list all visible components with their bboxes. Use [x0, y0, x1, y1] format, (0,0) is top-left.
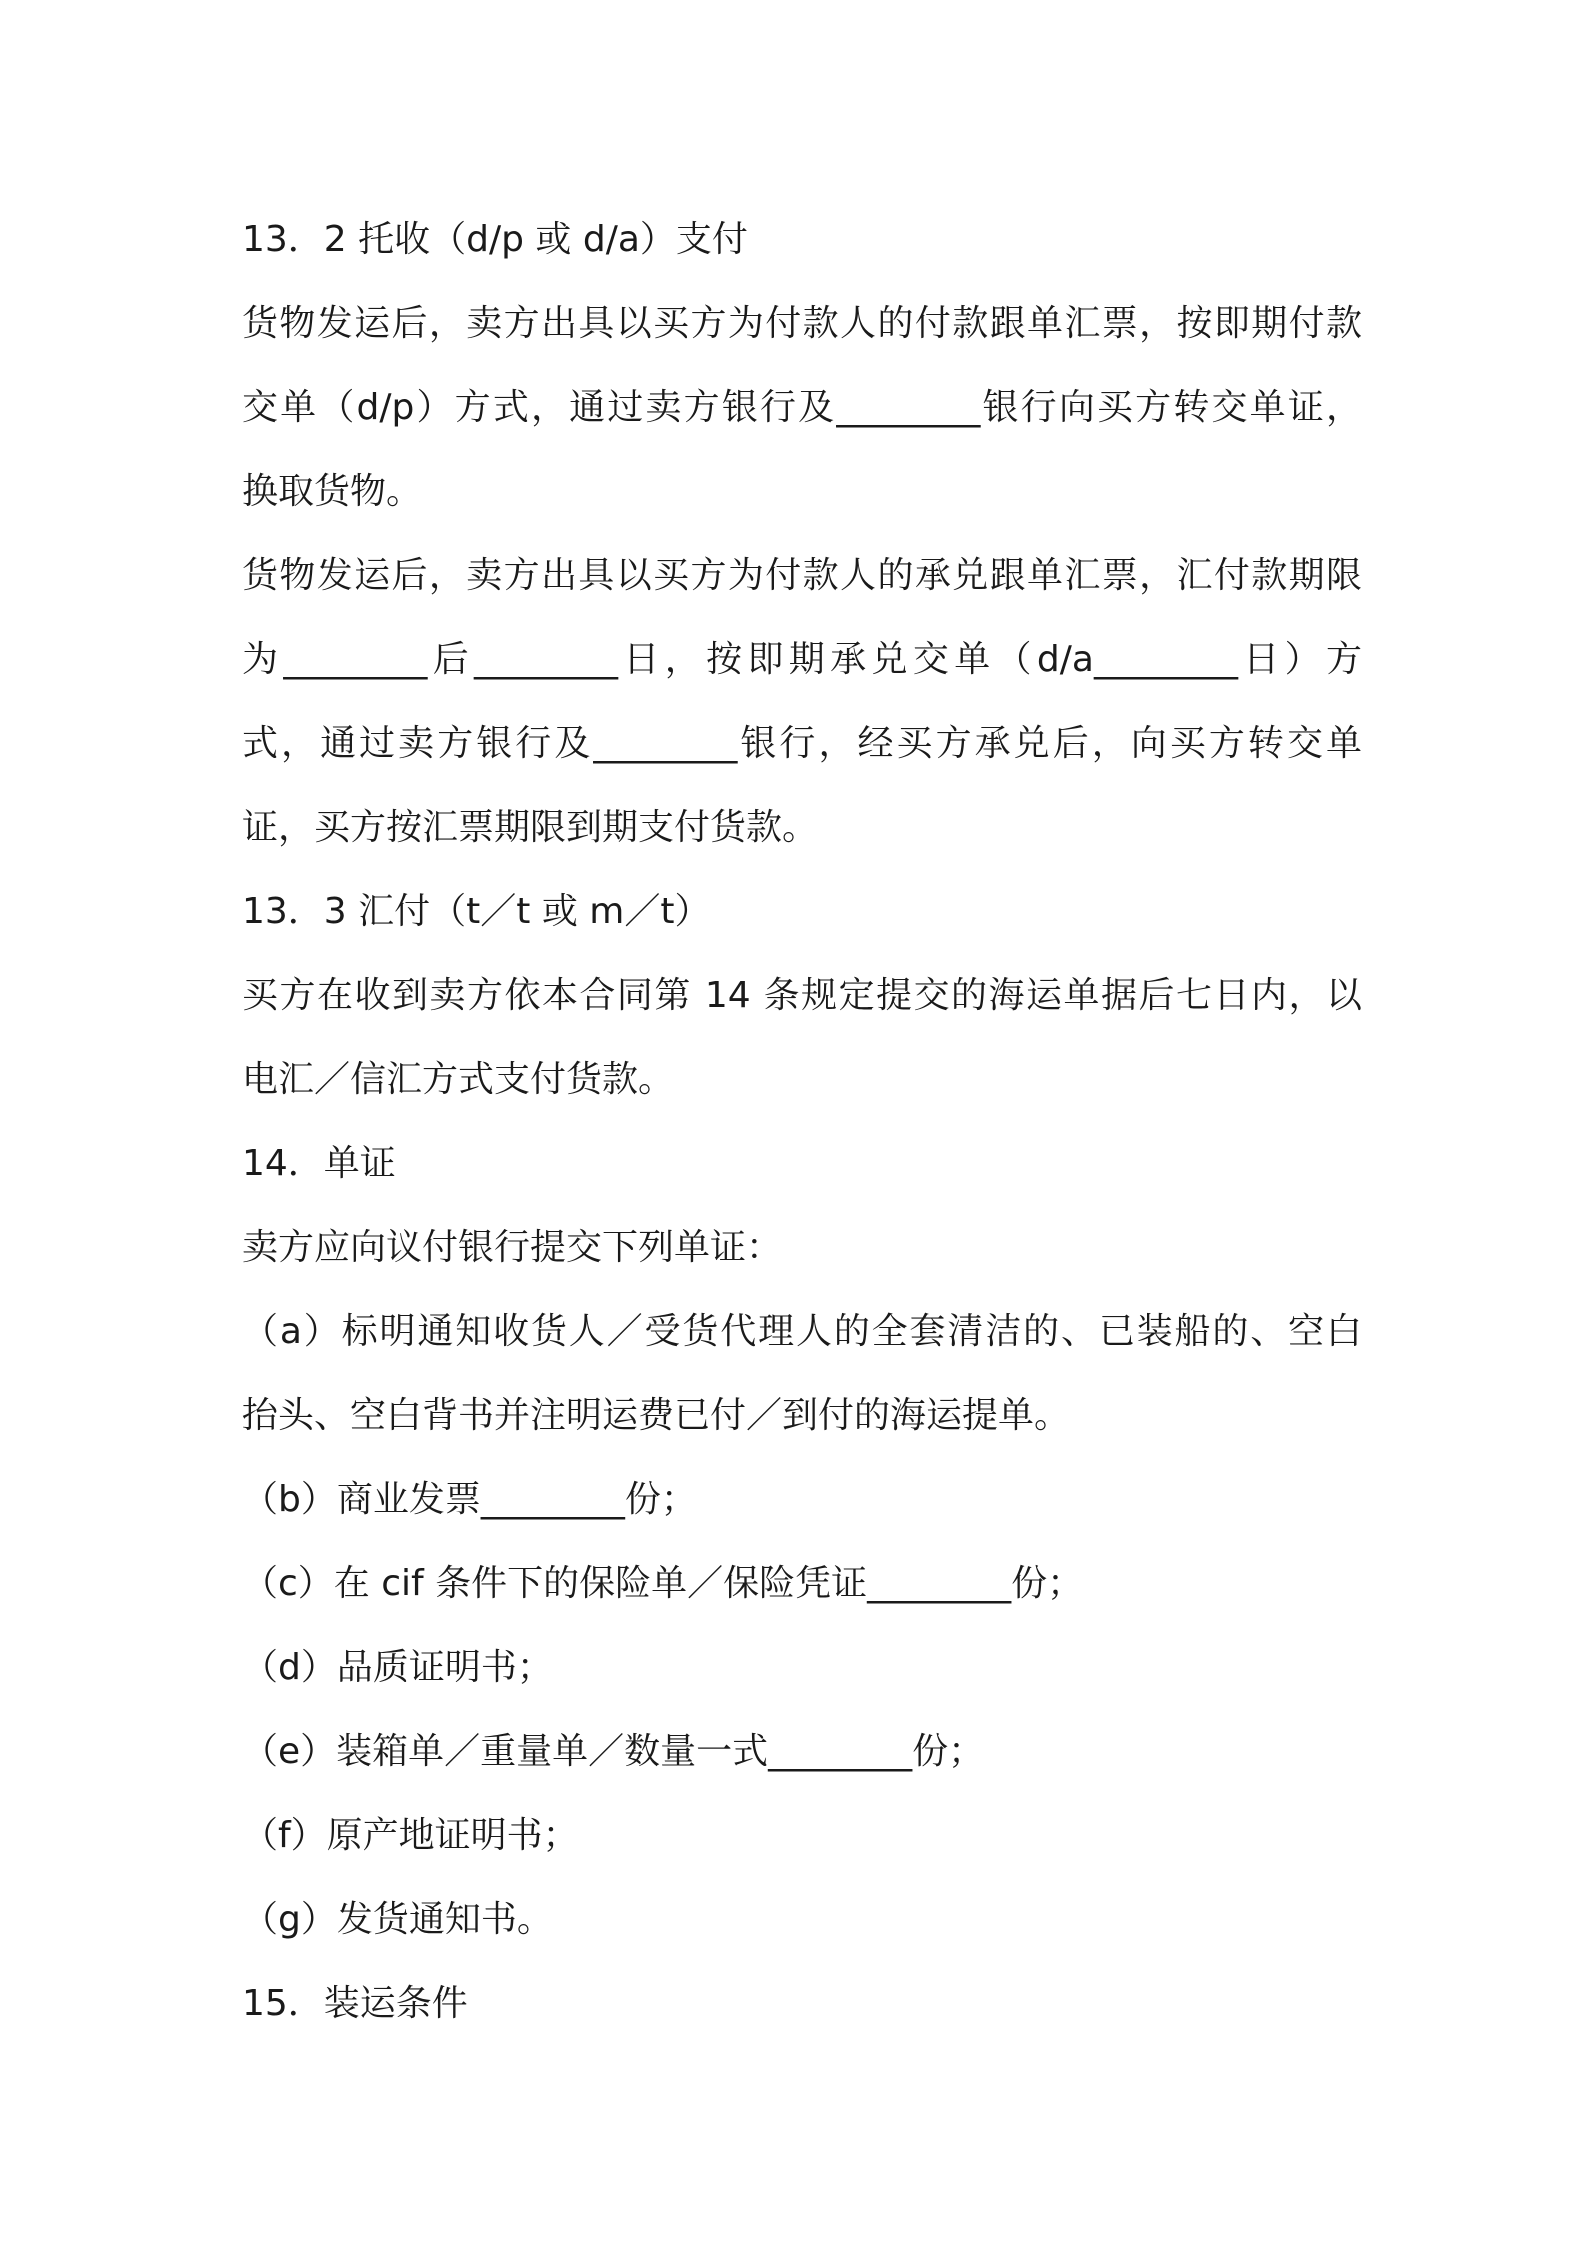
paragraph-line: 卖方应向议付银行提交下列单证：	[242, 1227, 783, 1268]
list-item-a-continued: 抬头、空白背书并注明运费已付／到付的海运提单。	[242, 1395, 1071, 1436]
paragraph-line: 货物发运后，卖方出具以买方为付款人的承兑跟单汇票，汇付款期限	[242, 555, 1362, 596]
paragraph-line: 证，买方按汇票期限到期支付货款。	[242, 807, 819, 848]
section-heading-13-3: 13．3 汇付（t／t 或 m／t）	[242, 891, 711, 932]
paragraph-line: 换取货物。	[242, 471, 423, 512]
list-item-a: （a）标明通知收货人／受货代理人的全套清洁的、已装船的、空白	[242, 1311, 1362, 1352]
section-heading-14: 14．单证	[242, 1143, 396, 1184]
paragraph-line: 为________后________日，按即期承兑交单（d/a________日）方	[242, 639, 1362, 680]
list-item-f: （f）原产地证明书；	[242, 1815, 579, 1856]
paragraph-line: 电汇／信汇方式支付货款。	[242, 1059, 675, 1100]
list-item-e: （e）装箱单／重量单／数量一式________份；	[242, 1731, 985, 1772]
paragraph-line: 货物发运后，卖方出具以买方为付款人的付款跟单汇票，按即期付款	[242, 303, 1362, 344]
list-item-d: （d）品质证明书；	[242, 1647, 553, 1688]
list-item-b: （b）商业发票________份；	[242, 1479, 697, 1520]
paragraph-line: 买方在收到卖方依本合同第 14 条规定提交的海运单据后七日内，以	[242, 975, 1362, 1016]
document-body	[242, 198, 1362, 2046]
list-item-g: （g）发货通知书。	[242, 1899, 553, 1940]
section-heading-13-2: 13．2 托收（d/p 或 d/a）支付	[242, 219, 748, 260]
paragraph-line: 交单（d/p）方式，通过卖方银行及________银行向买方转交单证，	[242, 387, 1362, 428]
list-item-c: （c）在 cif 条件下的保险单／保险凭证________份；	[242, 1563, 1084, 1604]
section-heading-15: 15．装运条件	[242, 1983, 468, 2024]
paragraph-line: 式，通过卖方银行及________银行，经买方承兑后，向买方转交单	[242, 723, 1362, 764]
